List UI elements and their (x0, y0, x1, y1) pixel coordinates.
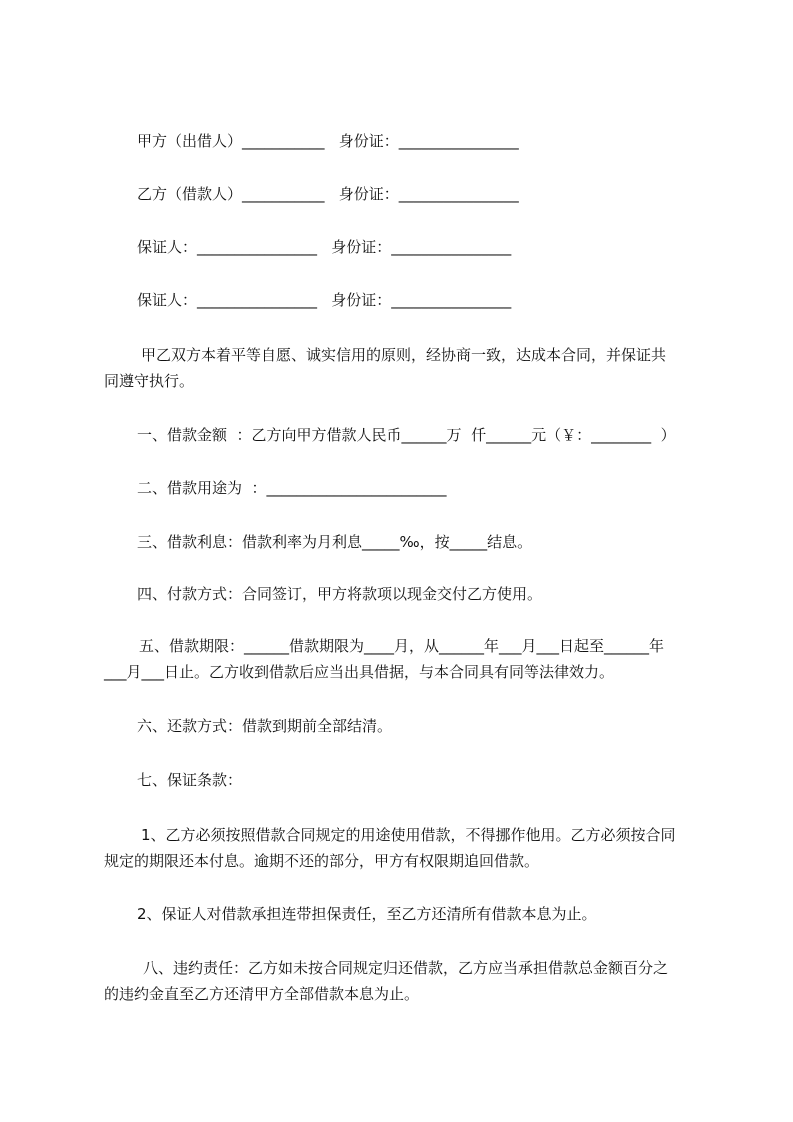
clause-breach-line-1: 八、违约责任：乙方如未按合同规定归还借款，乙方应当承担借款总金额百分之 (143, 959, 669, 977)
lender-line: 甲方（出借人）___________ 身份证：________________ (137, 132, 519, 150)
guarantee-item-1-line-2: 规定的期限还本付息。逾期不还的部分，甲方有权限期追回借款。 (104, 852, 540, 870)
clause-amount: 一、借款金额 ：乙方向甲方借款人民币______万 仟______元（￥：________ ） (137, 426, 676, 444)
guarantee-item-2: 2、保证人对借款承担连带担保责任，至乙方还清所有借款本息为止。 (137, 905, 597, 923)
clause-interest: 三、借款利息：借款利率为月利息_____‰，按_____结息。 (137, 533, 533, 551)
clause-payment: 四、付款方式：合同签订，甲方将款项以现金交付乙方使用。 (137, 585, 543, 603)
preamble-line-1: 甲乙双方本着平等自愿、诚实信用的原则，经协商一致，达成本合同，并保证共 (141, 346, 667, 364)
borrower-line: 乙方（借款人）___________ 身份证：________________ (137, 185, 519, 203)
clause-breach-line-2: 的违约金直至乙方还清甲方全部借款本息为止。 (104, 985, 420, 1003)
preamble-line-2: 同遵守执行。 (104, 372, 195, 390)
clause-term-line-1: 五、借款期限：______借款期限为____月，从______年___月___日起至______年 (139, 637, 665, 655)
guarantor-line-2: 保证人：________________ 身份证：________________ (137, 291, 512, 309)
clause-guarantee-title: 七、保证条款： (137, 771, 243, 789)
clause-repayment: 六、还款方式：借款到期前全部结清。 (137, 717, 393, 735)
guarantor-line-1: 保证人：________________ 身份证：________________ (137, 238, 512, 256)
guarantee-item-1-line-1: 1、乙方必须按照借款合同规定的用途使用借款，不得挪作他用。乙方必须按合同 (141, 826, 676, 844)
clause-purpose: 二、借款用途为 ：________________________ (137, 479, 447, 497)
clause-term-line-2: ___月___日止。乙方收到借款后应当出具借据，与本合同具有同等法律效力。 (104, 663, 615, 681)
